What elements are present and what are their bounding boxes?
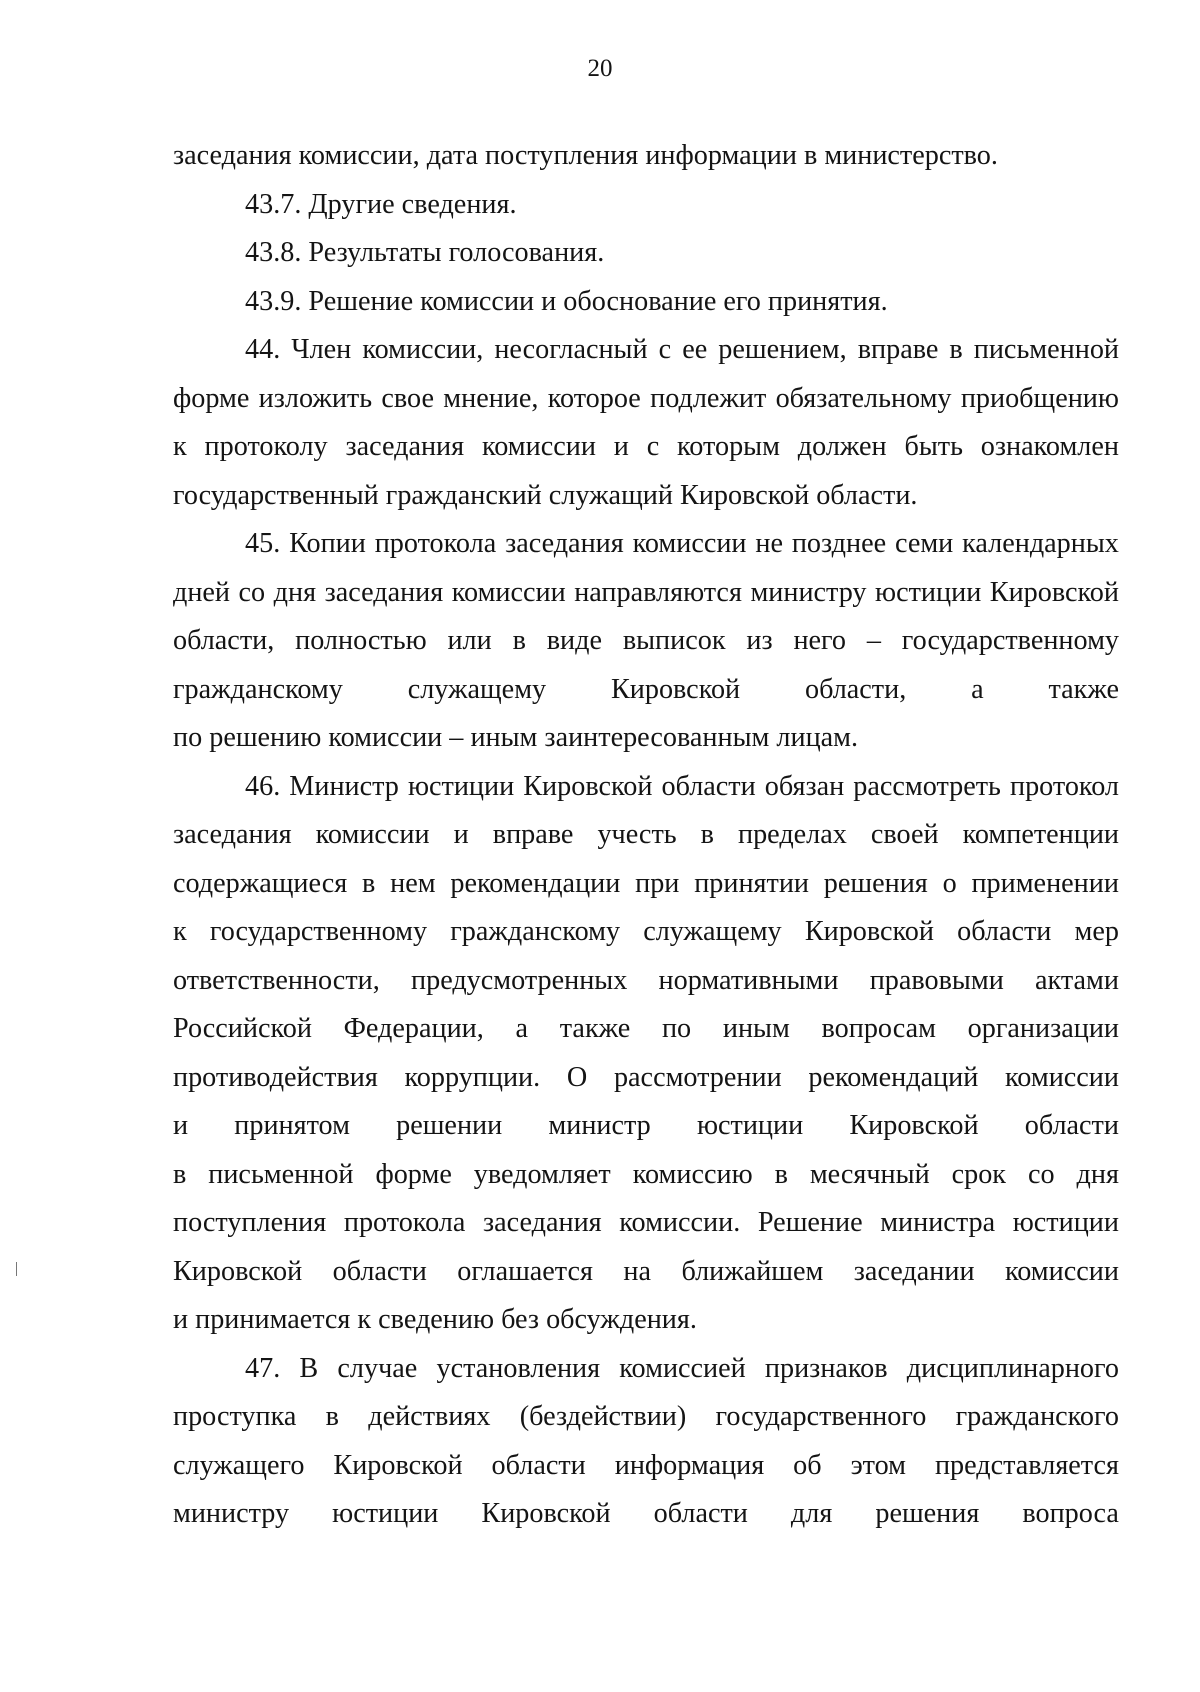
- text-line: [173, 1442, 1119, 1491]
- text-line: [173, 1054, 1119, 1103]
- text-word: Кировской: [333, 1449, 463, 1481]
- text-word: вправе: [857, 334, 939, 365]
- text-word: Кировской: [173, 1255, 303, 1287]
- text-word: семи: [894, 528, 954, 559]
- text-word: Кировской: [610, 673, 741, 705]
- text-word: месячный: [809, 1158, 930, 1190]
- text-word: комиссией: [619, 1352, 746, 1384]
- text-line: государственный гражданский служащий Кировской области.: [173, 479, 918, 511]
- text-word: поступления: [173, 1207, 327, 1238]
- text-word: комиссии: [1004, 1255, 1119, 1287]
- text-line: [173, 1345, 1119, 1394]
- text-word: направляются: [574, 576, 742, 608]
- text-word: юстиции: [332, 1498, 439, 1529]
- text-word: дней: [173, 576, 231, 608]
- text-word: области,: [804, 673, 907, 705]
- text-word: Федерации,: [343, 1013, 484, 1044]
- text-word: ответственности,: [173, 964, 380, 996]
- text-line: 43.7. Другие сведения.: [245, 188, 517, 220]
- text-line: [173, 375, 1119, 424]
- text-line: [173, 957, 1119, 1006]
- text-word: в: [325, 1401, 339, 1432]
- text-line: [173, 326, 1119, 375]
- text-word: рекомендации: [450, 867, 621, 899]
- text-line: [173, 1199, 1119, 1248]
- text-word: форме: [173, 382, 250, 414]
- text-word: должен: [797, 431, 887, 462]
- text-word: которым: [677, 431, 780, 462]
- text-word: в: [700, 819, 714, 850]
- text-word: вправе: [492, 819, 574, 850]
- text-line: [173, 569, 1119, 618]
- text-word: письменной: [973, 334, 1119, 365]
- text-word: юстиции: [1012, 1207, 1119, 1238]
- text-word: этом: [850, 1449, 907, 1481]
- text-word: О: [566, 1061, 588, 1093]
- text-line: [173, 1490, 1119, 1539]
- text-word: при: [635, 867, 680, 899]
- text-word: календарных: [962, 528, 1119, 559]
- text-word: обязан: [764, 770, 845, 802]
- text-word: к: [173, 431, 187, 462]
- text-word: области,: [173, 625, 275, 656]
- text-word: Решение: [757, 1207, 863, 1238]
- text-word: мнение,: [443, 382, 539, 414]
- text-word: в: [774, 1158, 788, 1190]
- text-word: информация: [614, 1449, 765, 1481]
- text-word: Российской: [173, 1013, 312, 1044]
- text-word: Копии: [289, 528, 366, 559]
- text-line: по решению комиссии – иным заинтересованным лицам.: [173, 722, 859, 753]
- text-word: актами: [1035, 964, 1119, 996]
- text-line: 43.8. Результаты голосования.: [245, 237, 605, 268]
- text-word: об: [793, 1449, 822, 1481]
- text-word: также: [1048, 673, 1119, 705]
- text-word: в: [512, 625, 526, 656]
- text-word: протокол: [1009, 770, 1119, 802]
- text-line: [173, 908, 1119, 957]
- text-word: с: [658, 334, 672, 365]
- page-number: 20: [587, 55, 613, 82]
- text-word: о: [942, 867, 957, 899]
- text-line: заседания комиссии, дата поступления информации в министерство.: [173, 140, 998, 171]
- text-word: или: [447, 625, 492, 656]
- text-word: нем: [390, 867, 436, 899]
- text-word: государственному: [209, 916, 428, 947]
- text-word: Кировской: [849, 1110, 979, 1141]
- text-word: решения: [823, 867, 928, 899]
- text-word: предусмотренных: [411, 964, 628, 996]
- text-word: коррупции.: [404, 1061, 541, 1093]
- text-word: министр: [548, 1110, 651, 1141]
- text-word: случае: [337, 1352, 418, 1384]
- text-word: уведомляет: [473, 1158, 611, 1190]
- text-word: дня: [273, 576, 317, 608]
- text-word: срок: [951, 1158, 1007, 1190]
- text-line: [173, 1005, 1119, 1054]
- text-word: и: [453, 819, 469, 850]
- text-word: принятом: [234, 1110, 350, 1141]
- text-word: компетенции: [962, 819, 1119, 850]
- text-word: протокола: [343, 1207, 466, 1238]
- text-word: в: [173, 1158, 187, 1190]
- text-word: признаков: [764, 1352, 888, 1384]
- text-word: области: [491, 1449, 586, 1481]
- text-word: учесть: [597, 819, 677, 850]
- text-word: на: [623, 1255, 651, 1287]
- text-word: него: [793, 625, 847, 656]
- text-word: письменной: [208, 1158, 354, 1190]
- text-word: ознакомлен: [980, 431, 1119, 462]
- text-word: протоколу: [204, 431, 328, 462]
- text-word: форме: [375, 1158, 452, 1190]
- text-line: [173, 617, 1119, 666]
- text-word: своей: [870, 819, 939, 850]
- text-word: рекомендаций: [808, 1061, 979, 1093]
- text-word: не: [755, 528, 783, 559]
- text-line: [173, 1151, 1119, 1200]
- text-word: оглашается: [457, 1255, 593, 1287]
- text-word: в: [362, 867, 376, 899]
- text-word: дисциплинарного: [906, 1352, 1119, 1384]
- text-word: решением,: [718, 334, 847, 365]
- text-line: и принимается к сведению без обсуждения.: [173, 1304, 697, 1335]
- text-word: иным: [722, 1013, 790, 1044]
- text-word: гражданского: [955, 1401, 1119, 1432]
- text-word: выписок: [622, 625, 726, 656]
- text-word: дня: [1076, 1158, 1119, 1190]
- text-word: 45.: [245, 528, 281, 559]
- text-word: заседании: [853, 1255, 975, 1287]
- text-word: комиссии,: [362, 334, 484, 365]
- text-word: Кировской: [804, 916, 934, 947]
- text-word: области: [957, 916, 1052, 947]
- text-word: применении: [971, 867, 1119, 899]
- text-line: [173, 1102, 1119, 1151]
- text-word: вопросам: [821, 1013, 936, 1044]
- text-word: 44.: [245, 334, 281, 365]
- text-word: представляется: [934, 1449, 1119, 1481]
- text-word: В: [299, 1352, 319, 1384]
- text-word: приобщению: [960, 382, 1119, 414]
- text-word: комиссии: [451, 576, 566, 608]
- text-line: [173, 666, 1119, 715]
- text-word: заседания: [483, 1207, 602, 1238]
- text-word: комиссию: [632, 1158, 753, 1190]
- text-word: пределах: [738, 819, 847, 850]
- text-word: обязательному: [775, 382, 952, 414]
- text-word: комиссии.: [619, 1207, 741, 1238]
- text-word: свое: [381, 382, 434, 414]
- text-word: организации: [967, 1013, 1119, 1044]
- text-line: [173, 811, 1119, 860]
- text-word: и: [613, 431, 629, 462]
- text-word: рассмотреть: [853, 770, 1001, 802]
- text-word: области: [332, 1255, 427, 1287]
- text-line: [173, 860, 1119, 909]
- text-word: заседания: [345, 431, 465, 462]
- text-word: со: [238, 576, 266, 608]
- text-word: изложить: [258, 382, 373, 414]
- text-word: Кировской: [989, 576, 1119, 608]
- text-word: служащему: [643, 916, 782, 947]
- text-word: заседания: [324, 576, 444, 608]
- text-word: для: [790, 1498, 833, 1529]
- text-word: ближайшем: [681, 1255, 824, 1287]
- text-word: области: [661, 770, 756, 802]
- text-word: виде: [546, 625, 602, 656]
- text-word: принятии: [694, 867, 809, 899]
- text-word: установления: [436, 1352, 601, 1384]
- text-line: [173, 520, 1119, 569]
- text-word: ее: [682, 334, 708, 365]
- text-word: по: [661, 1013, 692, 1044]
- text-word: комиссии: [632, 528, 747, 559]
- text-word: позднее: [791, 528, 887, 559]
- text-word: протокола: [374, 528, 497, 559]
- text-word: действиях: [368, 1401, 491, 1432]
- text-word: Член: [291, 334, 352, 365]
- text-word: подлежит: [650, 382, 767, 414]
- text-word: 46.: [245, 770, 281, 802]
- text-word: Министр: [289, 770, 399, 802]
- text-word: а: [515, 1013, 529, 1044]
- text-word: проступка: [173, 1401, 297, 1432]
- text-word: полностью: [295, 625, 427, 656]
- text-word: министра: [880, 1207, 996, 1238]
- text-word: комиссии: [481, 431, 596, 462]
- text-word: министру: [750, 576, 867, 608]
- text-word: из: [746, 625, 773, 656]
- text-word: области: [653, 1498, 748, 1529]
- text-word: быть: [904, 431, 963, 462]
- text-word: решении: [396, 1110, 503, 1141]
- text-line: [173, 1393, 1119, 1442]
- text-word: содержащиеся: [173, 867, 348, 899]
- document-body: [173, 132, 1119, 1539]
- text-word: несогласный: [494, 334, 648, 365]
- text-word: служащему: [407, 673, 547, 705]
- text-word: гражданскому: [173, 673, 343, 705]
- text-word: министру: [173, 1498, 290, 1529]
- text-word: Кировской: [481, 1498, 611, 1529]
- text-word: с: [646, 431, 660, 462]
- text-line: [173, 763, 1119, 812]
- text-word: юстиции: [696, 1110, 804, 1141]
- text-word: 47.: [245, 1352, 281, 1384]
- text-word: в: [949, 334, 963, 365]
- text-word: со: [1027, 1158, 1055, 1190]
- text-word: (бездействии): [519, 1401, 687, 1432]
- text-word: к: [173, 916, 187, 947]
- text-word: области: [1024, 1110, 1119, 1141]
- text-line: 43.9. Решение комиссии и обоснование его принятия.: [245, 285, 888, 317]
- text-word: решения: [875, 1498, 980, 1529]
- text-word: Кировской: [523, 770, 653, 802]
- text-word: рассмотрении: [613, 1061, 782, 1093]
- text-word: гражданскому: [450, 916, 621, 947]
- text-word: –: [866, 625, 881, 656]
- text-line: [173, 1248, 1119, 1297]
- text-word: заседания: [505, 528, 624, 559]
- text-word: нормативными: [658, 964, 839, 996]
- text-word: вопроса: [1022, 1498, 1119, 1529]
- text-word: служащего: [173, 1449, 305, 1481]
- scan-artifact-mark: [16, 1262, 17, 1276]
- text-word: комиссии: [315, 819, 430, 850]
- text-word: противодействия: [173, 1061, 378, 1093]
- text-word: комиссии: [1005, 1061, 1119, 1093]
- text-word: государственного: [715, 1401, 927, 1432]
- text-word: и: [173, 1110, 189, 1141]
- text-line: [173, 423, 1119, 472]
- text-word: правовыми: [869, 964, 1004, 996]
- text-word: юстиции: [875, 576, 982, 608]
- text-word: мер: [1074, 916, 1119, 947]
- text-word: государственному: [901, 625, 1119, 656]
- text-word: заседания: [173, 819, 292, 850]
- text-word: также: [559, 1013, 631, 1044]
- text-word: а: [971, 673, 984, 705]
- text-word: которое: [547, 382, 641, 414]
- text-word: юстиции: [407, 770, 515, 802]
